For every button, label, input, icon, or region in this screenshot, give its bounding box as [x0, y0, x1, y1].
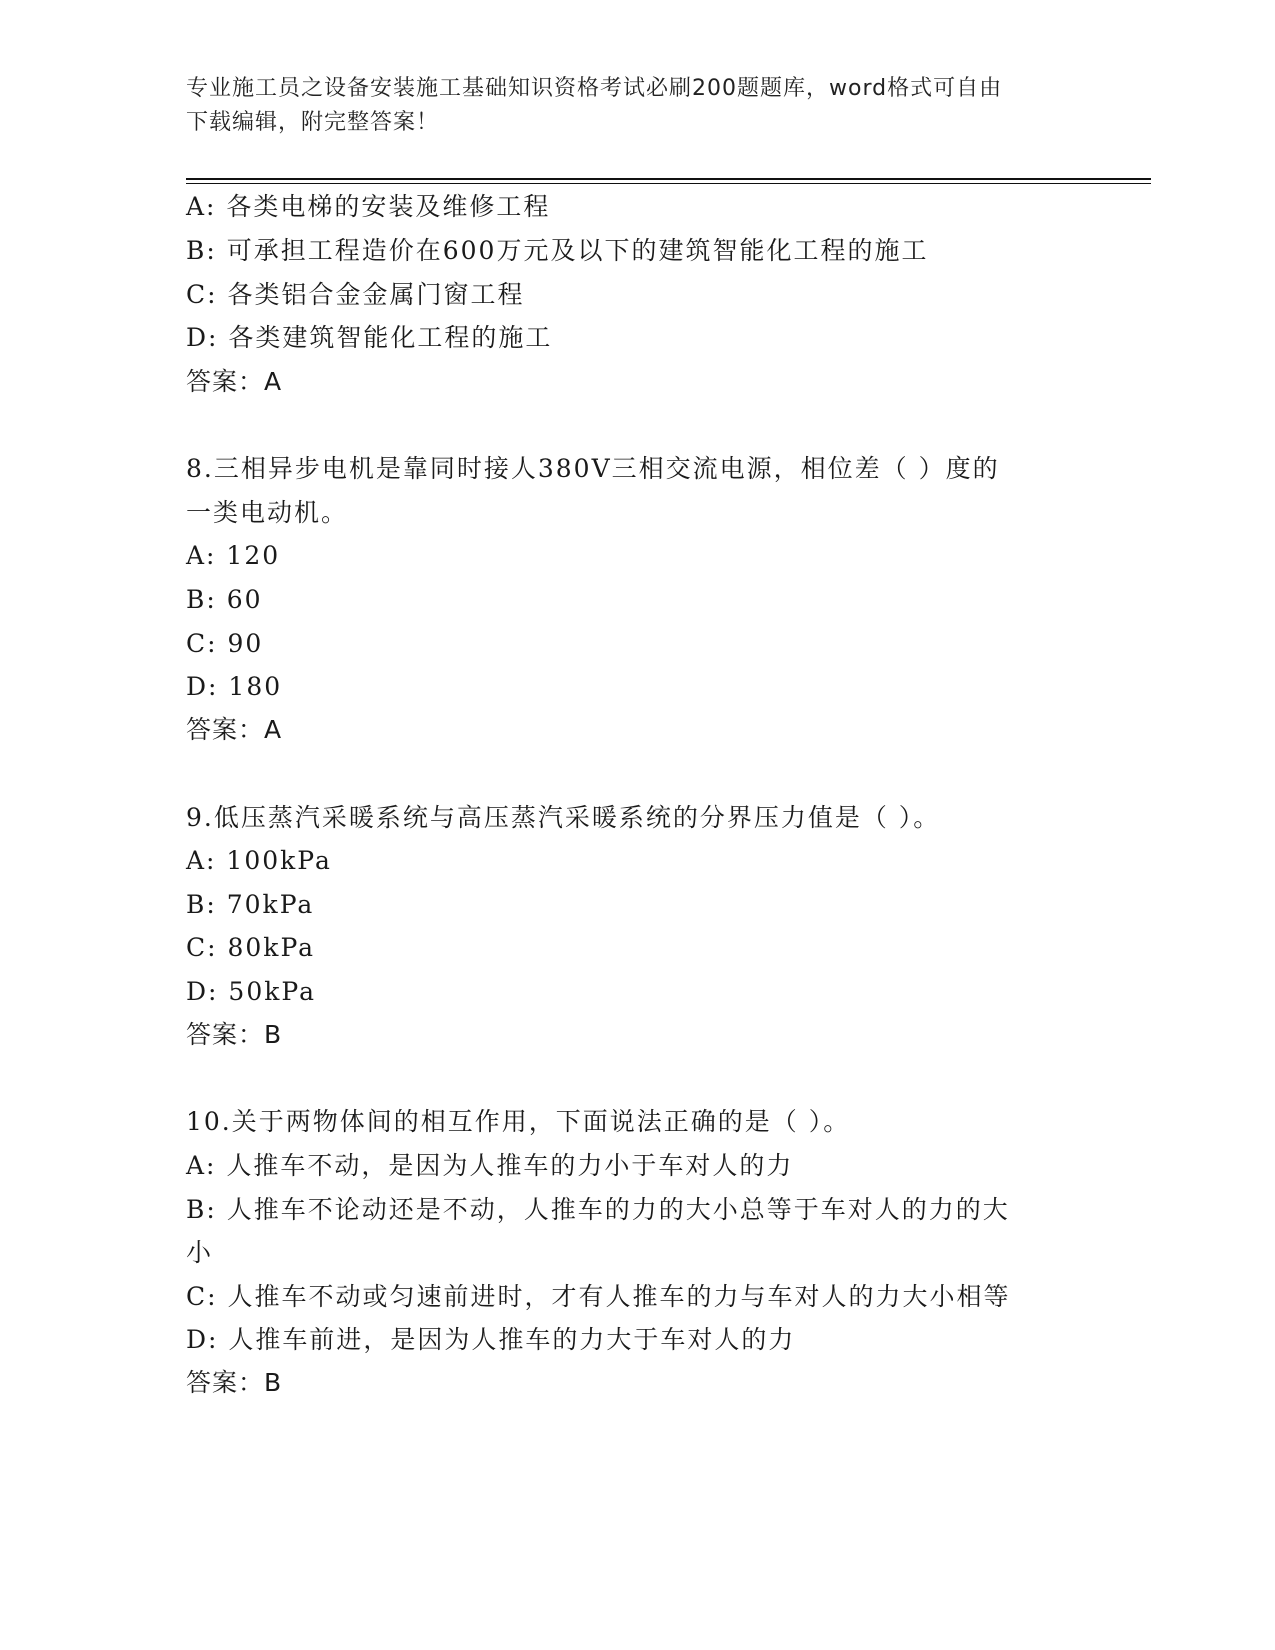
header-line-2: 下载编辑，附完整答案！ [186, 110, 440, 135]
q9-answer: 答案：B [186, 1020, 283, 1049]
q9-option-b: B: 70kPa [186, 890, 315, 919]
q9-stem-line-1: 9.低压蒸汽采暖系统与高压蒸汽采暖系统的分界压力值是（ ）。 [186, 803, 941, 832]
q9-option-d: D: 50kPa [186, 977, 316, 1006]
q8-answer: 答案：A [186, 715, 283, 744]
q7-option-c: C: 各类铝合金金属门窗工程 [186, 280, 525, 309]
q10-option-a: A: 人推车不动，是因为人推车的力小于车对人的力 [186, 1151, 794, 1180]
q10-answer: 答案：B [186, 1368, 283, 1397]
q7-option-a: A: 各类电梯的安装及维修工程 [186, 192, 551, 221]
q8-option-a: A: 120 [186, 541, 281, 570]
q10-stem-line-1: 10.关于两物体间的相互作用，下面说法正确的是（ ）。 [186, 1107, 851, 1136]
q10-option-b-continued: 小 [186, 1238, 214, 1267]
q7-option-b: B: 可承担工程造价在600万元及以下的建筑智能化工程的施工 [186, 236, 929, 265]
q8-option-d: D: 180 [186, 672, 283, 701]
q7-option-d: D: 各类建筑智能化工程的施工 [186, 323, 553, 352]
document-header [186, 72, 1066, 140]
q10-option-b: B: 人推车不论动还是不动，人推车的力的大小总等于车对人的力的大 [186, 1195, 1010, 1224]
q10-option-d: D: 人推车前进，是因为人推车的力大于车对人的力 [186, 1325, 796, 1354]
header-line-1: 专业施工员之设备安装施工基础知识资格考试必刷200题题库，word格式可自由 [186, 76, 1003, 101]
q10-option-c: C: 人推车不动或匀速前进时，才有人推车的力与车对人的力大小相等 [186, 1282, 1011, 1311]
q8-stem-line-2: 一类电动机。 [186, 498, 349, 527]
header-divider-thick [186, 178, 1151, 180]
q9-option-c: C: 80kPa [186, 933, 316, 962]
header-divider-thin [186, 183, 1151, 184]
q8-option-c: C: 90 [186, 629, 264, 658]
q8-stem-line-1: 8.三相异步电机是靠同时接人380V三相交流电源，相位差（ ）度的 [186, 454, 1000, 483]
q7-answer: 答案：A [186, 367, 283, 396]
q8-option-b: B: 60 [186, 585, 263, 614]
q9-option-a: A: 100kPa [186, 846, 332, 875]
